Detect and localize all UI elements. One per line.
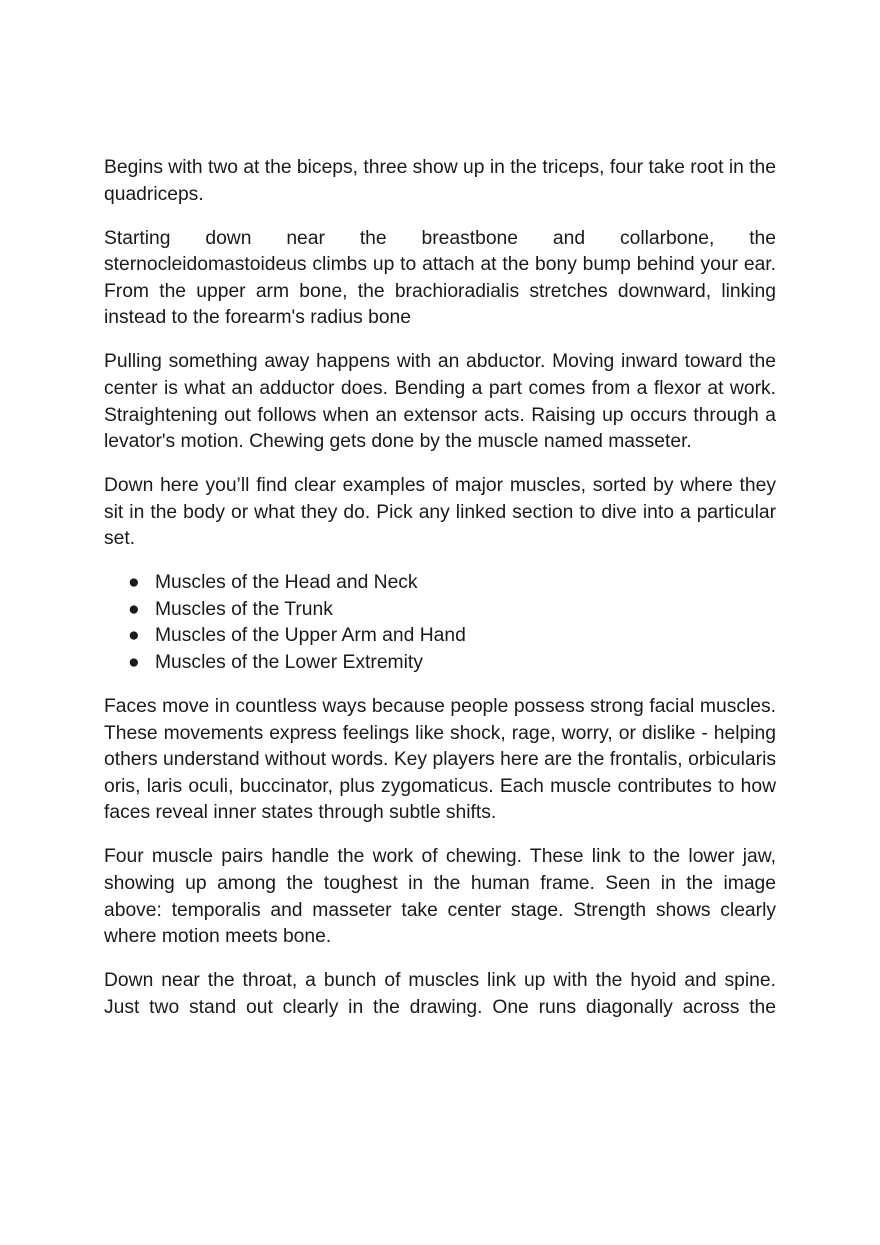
bullet-icon: ● [128,572,140,594]
paragraph-muscle-groups-intro: Down here you’ll find clear examples of major muscles, sorted by where they sit in the body or what they do. Pick any linked section to dive into a particular set. [104,475,776,550]
paragraph-muscle-attachments: Starting down near the breastbone and collarbone, the sternocleidomastoideus climbs up to attach at the bony bump behind your ear. From the upper arm bone, the brachioradialis stretches downward, linking instead to the forearm's radius bone [104,227,776,329]
list-item-label[interactable]: Muscles of the Head and Neck [155,572,418,594]
bullet-icon: ● [128,652,140,674]
list-item-trunk[interactable] [104,597,776,624]
list-item-label[interactable]: Muscles of the Upper Arm and Hand [155,625,466,647]
document-body [104,155,776,1039]
bullet-icon: ● [128,625,140,647]
list-item-lower-extremity[interactable] [104,650,776,677]
list-item-head-and-neck[interactable] [104,570,776,597]
paragraph-facial-muscles: Faces move in countless ways because people possess strong facial muscles. These movements express feelings like shock, rage, worry, or dislike - helping others understand without words. Key players here are the frontalis, orbicularis oris, laris oculi, buccinator, plus zygomaticus. Each muscle contributes to how faces reveal inner states through subtle shifts. [104,696,776,824]
list-item-label[interactable]: Muscles of the Trunk [155,598,333,620]
bullet-icon: ● [128,598,140,620]
list-item-upper-arm-and-hand[interactable] [104,623,776,650]
paragraph-chewing-muscles: Four muscle pairs handle the work of chewing. These link to the lower jaw, showing up among the toughest in the human frame. Seen in the image above: temporalis and masseter take center stage. Strength shows clearly where motion meets bone. [104,846,776,948]
paragraph-muscle-heads: Begins with two at the biceps, three show up in the triceps, four take root in the quadriceps. [104,157,777,205]
list-item-label[interactable]: Muscles of the Lower Extremity [155,652,423,674]
paragraph-neck-muscles: Down near the throat, a bunch of muscles link up with the hyoid and spine. Just two stand out clearly in the drawing. One runs diagonally across the [104,970,776,1018]
paragraph-muscle-actions: Pulling something away happens with an abductor. Moving inward toward the center is what an adductor does. Bending a part comes from a flexor at work. Straightening out follows when an extensor acts. Raising up occurs through a levator's motion. Chewing gets done by the muscle named masseter. [104,351,776,453]
muscle-groups-list [104,570,776,676]
